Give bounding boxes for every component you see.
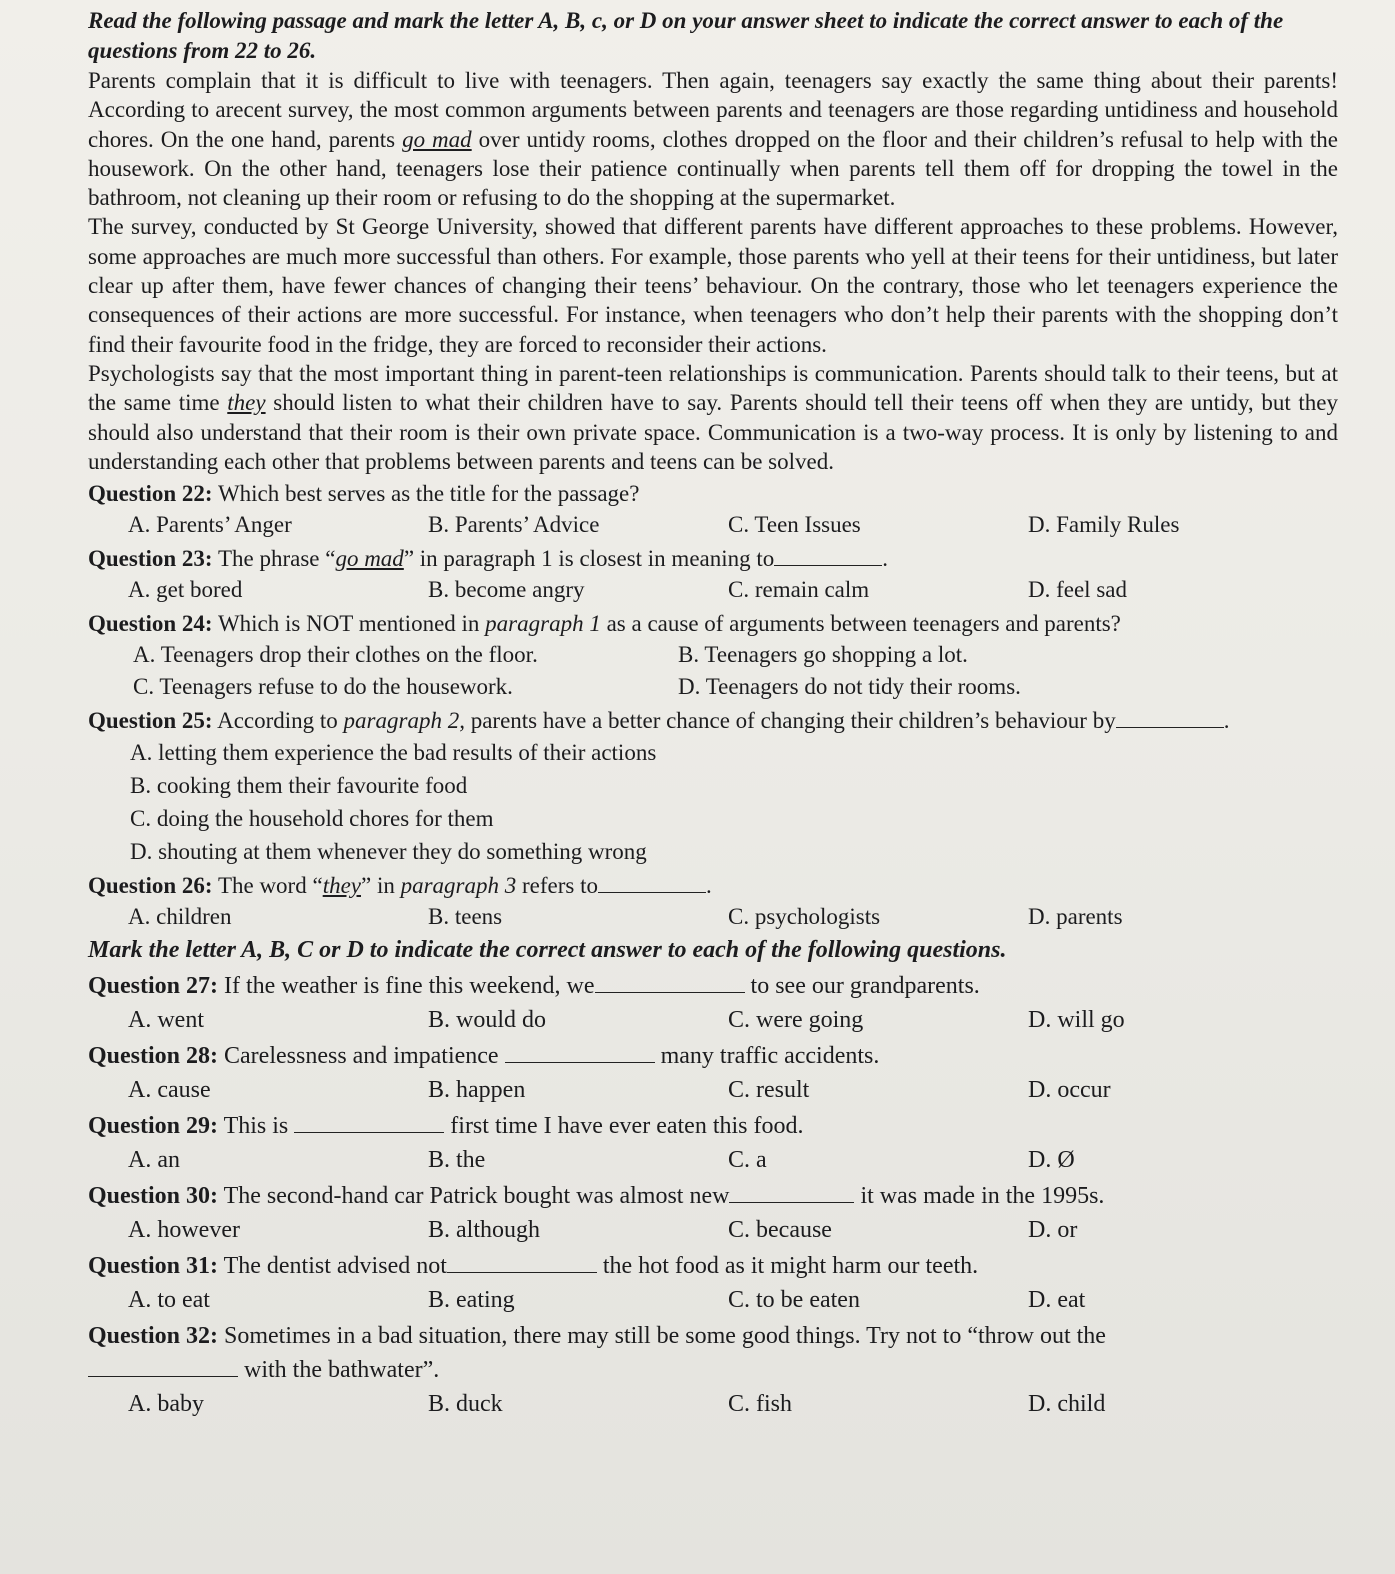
paragraph-3: Psychologists say that the most important thing in parent-teen relationships is communication. Parents should talk to their teens, but at the same time they should listen to what their children have to say. Parents should tell their teens off when they are untidy, but they should also understand that their room is their own private space. Communication is a two-way process. It is only by listening to and understanding each other that problems between parents and teens can be solved.	[88, 360, 1339, 474]
grammar-section	[88, 933, 1338, 1421]
option-b[interactable]: B. teens	[428, 904, 503, 930]
option-d[interactable]: D. will go	[1028, 1007, 1125, 1034]
option-b[interactable]: B. cooking them their favourite food	[130, 773, 468, 799]
question-26: Question 26: The word “they” in paragraph 3 refers to .	[88, 873, 712, 899]
option-d[interactable]: D. or	[1028, 1217, 1078, 1244]
option-c[interactable]: C. to be eaten	[728, 1287, 860, 1314]
question-30: Question 30: The second-hand car Patrick bought was almost new it was made in the 1995s.	[88, 1183, 1105, 1210]
answer-blank[interactable]	[1116, 709, 1224, 728]
option-a[interactable]: A. Teenagers drop their clothes on the floor.	[133, 642, 538, 668]
option-a[interactable]: A. get bored	[128, 577, 243, 603]
answer-blank[interactable]	[294, 1114, 444, 1133]
question-22: Question 22: Which best serves as the title for the passage?	[88, 481, 640, 507]
paragraph-1: Parents complain that it is difficult to live with teenagers. Then again, teenagers say exactly the same thing about their parents! According to arecent survey, the most common arguments between parents and teenagers are those regarding untidiness and household chores. On the one hand, parents go mad over untidy rooms, clothes dropped on the floor and their children’s refusal to help with the housework. On the other hand, teenagers lose their patience continually when parents tell them off for dropping the towel in the bathroom, not cleaning up their room or refusing to do the shopping at the supermarket.	[88, 68, 1338, 211]
option-c[interactable]: C. because	[728, 1217, 832, 1244]
option-c[interactable]: C. Teenagers refuse to do the housework.	[133, 674, 513, 700]
option-a[interactable]: A. to eat	[128, 1287, 210, 1314]
worksheet	[88, 6, 1338, 1421]
option-a[interactable]: A. went	[128, 1007, 204, 1034]
option-b[interactable]: B. eating	[428, 1287, 515, 1314]
option-a[interactable]: A. an	[128, 1147, 180, 1174]
option-c[interactable]: C. remain calm	[728, 577, 870, 603]
answer-blank[interactable]	[447, 1254, 597, 1273]
reading-instruction: Read the following passage and mark the letter A, B, c, or D on your answer sheet to indicate the correct answer to each of the questions from 22 to 26.	[88, 8, 1284, 63]
answer-blank[interactable]	[774, 547, 882, 566]
question-32-options	[88, 1387, 1338, 1421]
question-31-options	[88, 1283, 1338, 1317]
option-c[interactable]: C. fish	[728, 1391, 793, 1418]
option-b[interactable]: B. duck	[428, 1391, 503, 1418]
grammar-instruction: Mark the letter A, B, C or D to indicate the correct answer to each of the following questions.	[88, 937, 1007, 964]
answer-blank[interactable]	[505, 1044, 655, 1063]
option-a[interactable]: A. baby	[128, 1391, 204, 1418]
question-30-options	[88, 1213, 1338, 1247]
question-31: Question 31: The dentist advised not the hot food as it might harm our teeth.	[88, 1253, 979, 1280]
question-29-options	[88, 1143, 1338, 1177]
option-d[interactable]: D. Teenagers do not tidy their rooms.	[678, 674, 1021, 700]
option-d[interactable]: D. shouting at them whenever they do something wrong	[130, 839, 647, 865]
question-32: Question 32: Sometimes in a bad situation, there may still be some good things. Try not to “throw out the	[88, 1323, 1106, 1350]
option-d[interactable]: D. eat	[1028, 1287, 1086, 1314]
answer-blank[interactable]	[88, 1358, 238, 1377]
question-32-line-2: with the bathwater”.	[88, 1353, 1338, 1387]
paragraph-2: The survey, conducted by St George University, showed that different parents have different approaches to these problems. However, some approaches are much more successful than others. For example, those parents who yell at their teens for their untidiness, but later clear up after them, have fewer chances of changing their teens’ behaviour. On the contrary, those who let teenagers experience the consequences of their actions are more successful. For instance, when teenagers who don’t help their parents with the shopping don’t find their favourite food in the fridge, they are forced to reconsider their actions.	[88, 214, 1338, 357]
question-23-options	[88, 574, 1338, 606]
option-d[interactable]: D. feel sad	[1028, 577, 1127, 603]
question-24-options	[88, 639, 1338, 703]
answer-blank[interactable]	[595, 974, 745, 993]
option-b[interactable]: B. Teenagers go shopping a lot.	[678, 642, 968, 668]
question-24: Question 24: Which is NOT mentioned in paragraph 1 as a cause of arguments between teenagers and parents?	[88, 611, 1121, 637]
option-c[interactable]: C. a	[728, 1147, 767, 1174]
option-b[interactable]: B. become angry	[428, 577, 585, 603]
question-26-options	[88, 901, 1338, 933]
option-c[interactable]: C. were going	[728, 1007, 864, 1034]
option-b[interactable]: B. although	[428, 1217, 540, 1244]
question-28-options	[88, 1073, 1338, 1107]
question-25: Question 25: According to paragraph 2, parents have a better chance of changing their children’s behaviour by .	[88, 708, 1230, 734]
question-27: Question 27: If the weather is fine this weekend, we to see our grandparents.	[88, 973, 980, 1000]
option-b[interactable]: B. happen	[428, 1077, 526, 1104]
option-c[interactable]: C. Teen Issues	[728, 512, 861, 538]
option-b[interactable]: B. the	[428, 1147, 486, 1174]
question-23: Question 23: The phrase “go mad” in paragraph 1 is closest in meaning to .	[88, 546, 889, 572]
answer-blank[interactable]	[598, 874, 706, 893]
option-c[interactable]: C. psychologists	[728, 904, 881, 930]
option-c[interactable]: C. result	[728, 1077, 810, 1104]
question-27-options	[88, 1003, 1338, 1037]
option-d[interactable]: D. parents	[1028, 904, 1123, 930]
phrase-go-mad: go mad	[402, 126, 472, 152]
option-d[interactable]: D. child	[1028, 1391, 1106, 1418]
answer-blank[interactable]	[729, 1184, 854, 1203]
option-a[interactable]: A. however	[128, 1217, 240, 1244]
option-d[interactable]: D. Ø	[1028, 1147, 1075, 1174]
question-28: Question 28: Carelessness and impatience many traffic accidents.	[88, 1043, 880, 1070]
option-a[interactable]: A. Parents’ Anger	[128, 512, 292, 538]
word-they: they	[227, 390, 266, 416]
option-a[interactable]: A. children	[128, 904, 232, 930]
option-a[interactable]: A. cause	[128, 1077, 211, 1104]
option-d[interactable]: D. Family Rules	[1028, 512, 1180, 538]
option-b[interactable]: B. Parents’ Advice	[428, 512, 600, 538]
option-a[interactable]: A. letting them experience the bad results of their actions	[130, 740, 657, 766]
question-25-options	[88, 736, 1338, 868]
question-22-options	[88, 509, 1338, 541]
option-c[interactable]: C. doing the household chores for them	[130, 806, 494, 832]
question-29: Question 29: This is first time I have ever eaten this food.	[88, 1113, 804, 1140]
option-d[interactable]: D. occur	[1028, 1077, 1111, 1104]
option-b[interactable]: B. would do	[428, 1007, 547, 1034]
